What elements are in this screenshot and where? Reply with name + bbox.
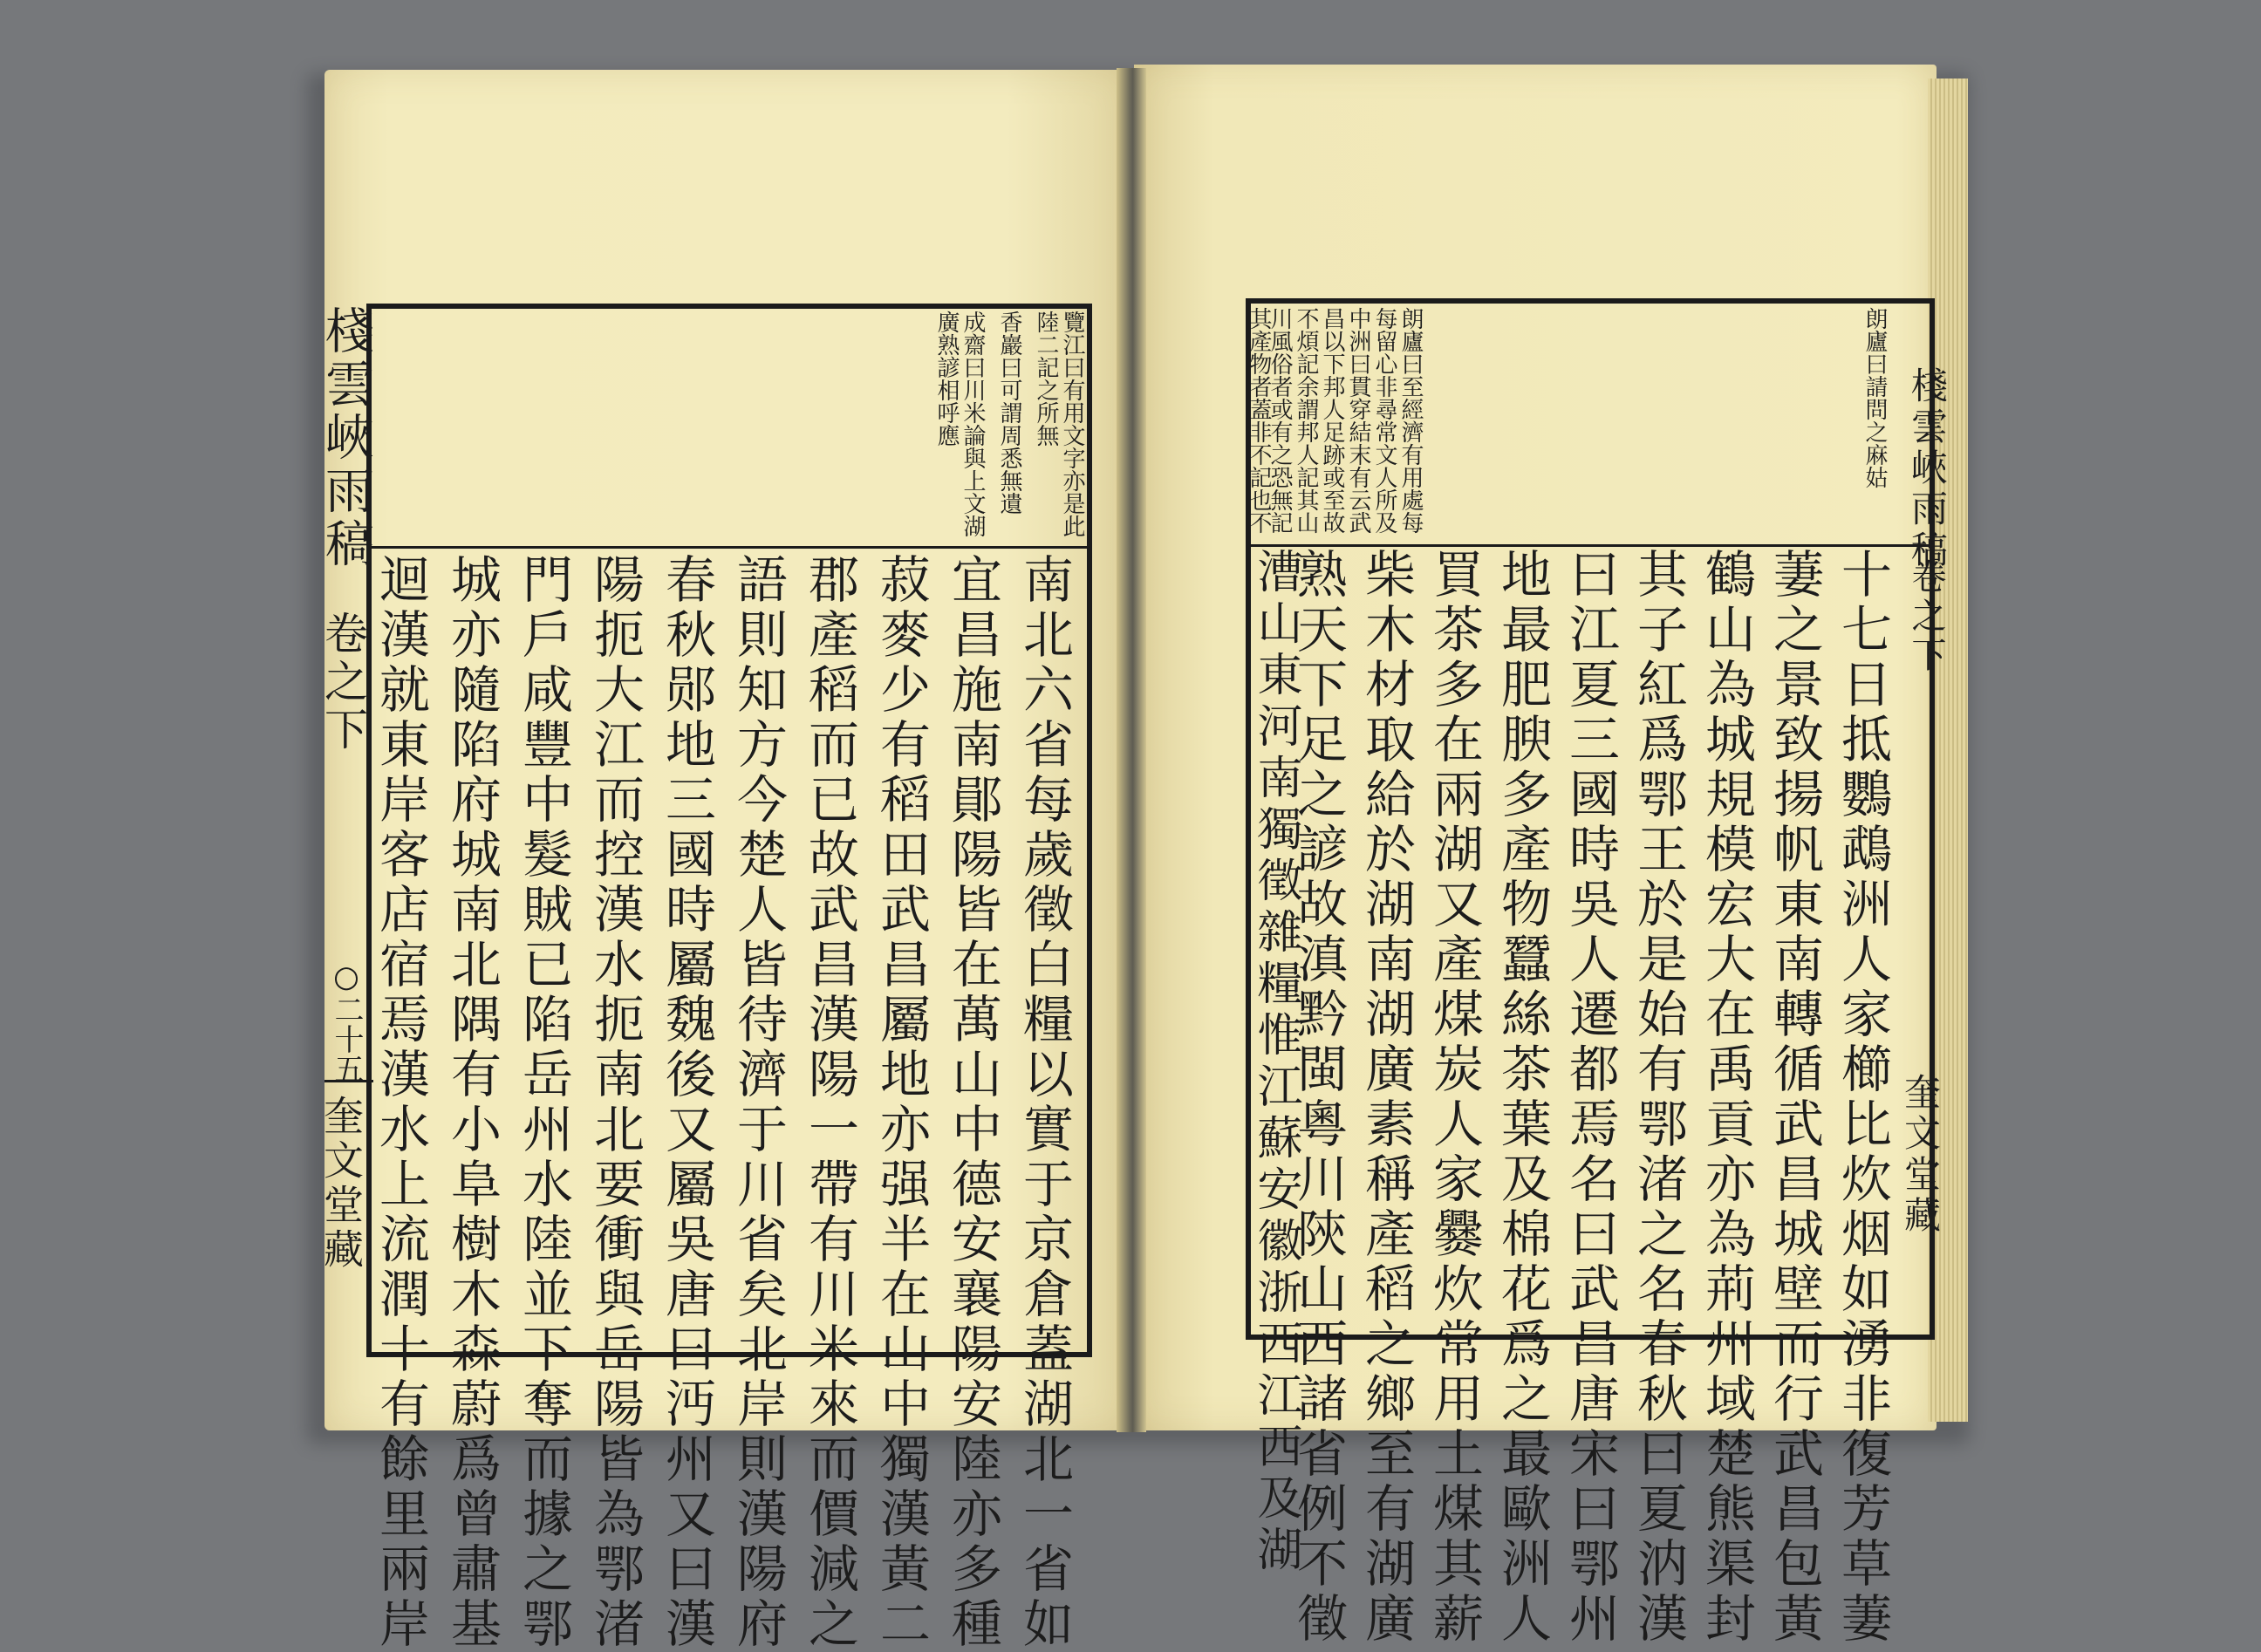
right-text-column: 十七日抵鸚鵡洲人家櫛比炊烟如湧非復芳草萋 bbox=[1833, 548, 1892, 1647]
right-header-note: 朗廬曰至經濟有用處每 bbox=[1397, 307, 1424, 534]
left-margin-title: 棧雲峽雨稿 bbox=[318, 305, 374, 571]
right-header-rule bbox=[1251, 544, 1930, 547]
left-text-column: 南北六省每歲徵白糧以實于京倉蓋湖北一省如 bbox=[1014, 553, 1074, 1652]
left-folio: ○二十五 bbox=[329, 959, 364, 1083]
right-text-column: 漕山東河南獨徵雜糧惟江蘇安徽浙西江西及湖 bbox=[1249, 548, 1301, 1577]
right-header-note: 中洲曰貫穿結末有云武 bbox=[1345, 307, 1371, 534]
right-text-column: 地最肥腴多產物蠶絲茶葉及棉花爲之最歐洲人 bbox=[1493, 548, 1552, 1647]
right-text-column: 買茶多在兩湖又產煤炭人家爨炊常用土煤其薪 bbox=[1424, 548, 1484, 1647]
left-text-column: 春秋郧地三國時屬魏後又屬吳唐曰沔州又曰漢 bbox=[657, 553, 716, 1652]
left-header-note: 成齋曰川米論與上文湖 bbox=[960, 311, 986, 537]
right-text-column: 熟天下足之諺故滇黔閩粵川陝山西諸省例不徵 bbox=[1288, 548, 1348, 1647]
right-header-note: 昌以下邦人足跡或至故 bbox=[1319, 307, 1345, 534]
right-text-column: 萋之景致揚帆東南轉循武昌城壁而行武昌包黃 bbox=[1765, 548, 1824, 1647]
left-text-column: 門戶咸豐中髮賊已陷岳州水陸並下奪而據之鄂 bbox=[514, 553, 573, 1652]
left-header-note: 廣熟諺相呼應 bbox=[933, 311, 960, 447]
right-header-note: 不煩記余謂邦人記其山 bbox=[1293, 307, 1319, 534]
right-header-note: 朗廬曰請問之麻姑 bbox=[1861, 307, 1888, 488]
right-margin-title: 棧雲峽雨稿 bbox=[1906, 366, 1949, 571]
right-text-column: 其子紅爲鄂王於是始有鄂渚之名春秋曰夏汭漢 bbox=[1629, 548, 1688, 1647]
left-text-column: 陽扼大江而控漢水扼南北要衝與岳陽皆為鄂渚 bbox=[585, 553, 645, 1652]
left-text-column: 菽麥少有稻田武昌屬地亦强半在山中獨漢黃二 bbox=[871, 553, 931, 1652]
right-publisher: 奎文堂藏 bbox=[1899, 1073, 1942, 1237]
left-header-rule bbox=[372, 546, 1087, 549]
left-margin-volume: 卷之下 bbox=[318, 611, 368, 754]
book-gutter bbox=[1117, 68, 1146, 1432]
left-text-column: 郡產稻而已故武昌漢陽一帶有川米來而價減之 bbox=[800, 553, 859, 1652]
right-margin-volume: 卷之下 bbox=[1906, 558, 1946, 676]
right-header-note: 每留心非尋常文人所及 bbox=[1371, 307, 1397, 534]
left-header-note: 陸二記之所無 bbox=[1033, 311, 1059, 447]
right-text-column: 鶴山為城規模宏大在禹貢亦為荊州域楚熊渠封 bbox=[1697, 548, 1756, 1647]
left-text-column: 城亦隨陷府城南北隅有小阜樹木森蔚爲曾肅基 bbox=[442, 553, 502, 1652]
right-header-note: 川風俗者或有之恐無記 bbox=[1267, 307, 1293, 534]
left-text-column: 迴漢就東岸客店宿焉漢水上流潤十有餘里兩岸 bbox=[371, 553, 430, 1652]
left-text-column: 宜昌施南鄖陽皆在萬山中德安襄陽安陸亦多種 bbox=[943, 553, 1002, 1652]
left-publisher: 奎文堂藏 bbox=[318, 1095, 365, 1273]
right-text-column: 曰江夏三國時吳人遷都焉名曰武昌唐宋曰鄂州 bbox=[1561, 548, 1620, 1647]
left-header-note: 香巖曰可謂周悉無遺 bbox=[996, 311, 1022, 515]
left-header-note: 覽江曰有用文字亦是此 bbox=[1059, 311, 1085, 537]
right-text-column: 柴木材取給於湖南湖廣素稱產稻之鄉至有湖廣 bbox=[1356, 548, 1416, 1647]
right-header-note: 其產物者蓋非不記也不 bbox=[1246, 307, 1272, 534]
left-text-column: 語則知方今楚人皆待濟于川省矣北岸則漢陽府 bbox=[728, 553, 788, 1652]
